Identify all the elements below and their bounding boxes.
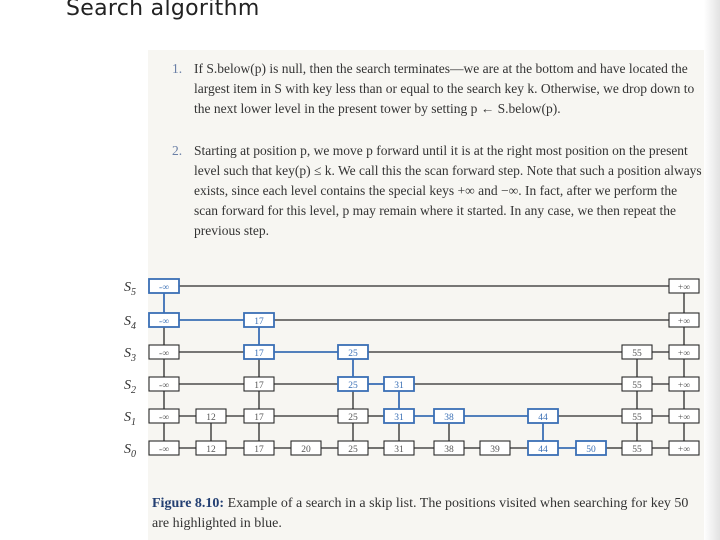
level-label: $S_1$ (124, 410, 136, 428)
key-label: +∞ (677, 413, 691, 423)
key-label: 31 (394, 445, 404, 455)
key-label: 38 (444, 445, 454, 455)
key-label: -∞ (159, 349, 169, 359)
key-label: 25 (348, 381, 358, 391)
step-2-text: Starting at position p, we move p forward until it is at the right most position on the present level such that key(p) ≤ k. We call this the scan forward step. Note that such a position always exists, since each level contains the special keys +∞ and −∞. In fact, after we perform the scan forward for this level, p may remain where it started. In any case, we then repeat the previous step. (194, 143, 702, 238)
step-2-number: 2. (172, 143, 183, 158)
key-label: -∞ (159, 413, 169, 423)
key-label: 25 (348, 445, 358, 455)
key-label: 55 (632, 381, 642, 391)
level-label: $S_4$ (124, 314, 136, 332)
key-label: 25 (348, 349, 358, 359)
key-label: 31 (394, 381, 404, 391)
key-label: +∞ (677, 317, 691, 327)
key-label: 50 (586, 445, 596, 455)
key-label: -∞ (159, 283, 169, 293)
level-label: $S_2$ (124, 378, 136, 396)
level-label: $S_3$ (124, 346, 136, 364)
key-label: -∞ (159, 445, 169, 455)
step-1-text: If S.below(p) is null, then the search terminates—we are at the bottom and have located the largest item in S with key less than or equal to the search key k. Otherwise, we drop down to the next lower level in the present tower by setting p ← S.below(p). (194, 61, 695, 116)
slide-title: Search algorithm (66, 0, 260, 21)
key-label: 44 (538, 445, 548, 455)
key-label: +∞ (677, 445, 691, 455)
key-label: 55 (632, 349, 642, 359)
key-label: 12 (206, 445, 216, 455)
key-label: 39 (490, 445, 500, 455)
key-label: +∞ (677, 283, 691, 293)
key-label: 20 (301, 445, 311, 455)
key-label: 17 (254, 317, 264, 327)
key-label: 12 (206, 413, 216, 423)
key-label: 44 (538, 413, 548, 423)
key-label: 31 (394, 413, 404, 423)
step-1-number: 1. (172, 61, 183, 76)
key-label: -∞ (159, 317, 169, 327)
figure-caption (152, 494, 708, 534)
key-label: +∞ (677, 349, 691, 359)
key-label: 17 (254, 413, 264, 423)
key-label: 55 (632, 445, 642, 455)
key-label: 38 (444, 413, 454, 423)
key-label: 17 (254, 349, 264, 359)
level-label: $S_5$ (124, 280, 136, 298)
key-label: 17 (254, 381, 264, 391)
key-label: -∞ (159, 381, 169, 391)
figure-caption-text: Example of a search in a skip list. The positions visited when searching for key 50 are highlighted in blue. (152, 496, 689, 531)
key-label: 25 (348, 413, 358, 423)
figure-label: Figure 8.10: (152, 496, 225, 511)
key-label: 55 (632, 413, 642, 423)
key-label: 17 (254, 445, 264, 455)
key-label: +∞ (677, 381, 691, 391)
level-label: $S_0$ (124, 442, 136, 460)
